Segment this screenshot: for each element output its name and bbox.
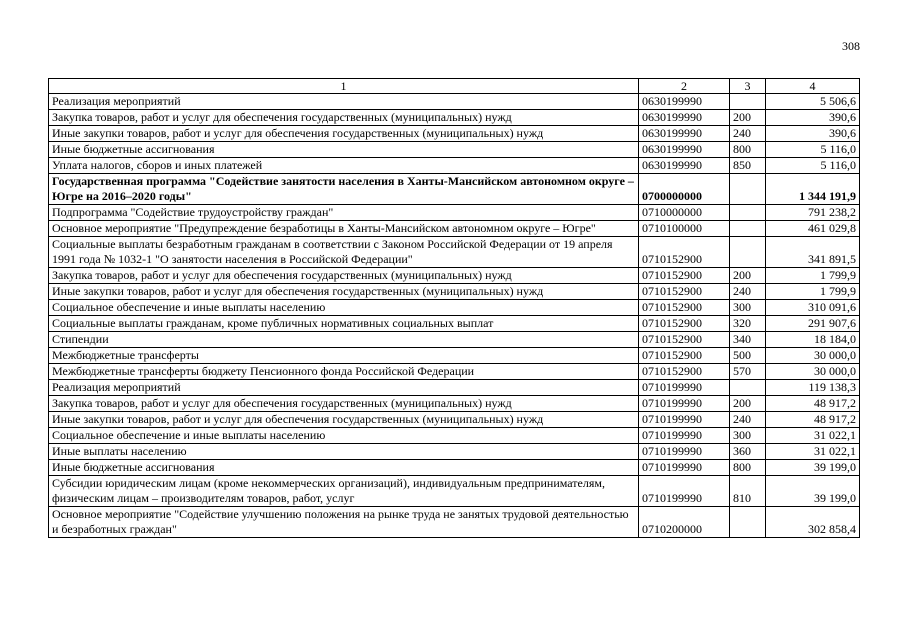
row-expense-type: 360: [730, 444, 766, 460]
row-name: Реализация мероприятий: [49, 94, 639, 110]
table-row: [49, 110, 860, 126]
row-target-code: 0710199990: [639, 476, 730, 507]
table-row: [49, 268, 860, 284]
row-target-code: 0630199990: [639, 158, 730, 174]
row-target-code: 0710199990: [639, 412, 730, 428]
table-row: [49, 158, 860, 174]
row-target-code: 0710199990: [639, 396, 730, 412]
row-name: Основное мероприятие "Содействие улучшению положения на рынке труда не занятых трудовой деятельностью и безработных граждан": [49, 507, 639, 538]
row-amount: 390,6: [766, 126, 860, 142]
row-name: Закупка товаров, работ и услуг для обеспечения государственных (муниципальных) нужд: [49, 396, 639, 412]
row-expense-type: 500: [730, 348, 766, 364]
row-name: Подпрограмма "Содействие трудоустройству граждан": [49, 205, 639, 221]
table-row: [49, 444, 860, 460]
row-name: Закупка товаров, работ и услуг для обеспечения государственных (муниципальных) нужд: [49, 268, 639, 284]
table-row: [49, 237, 860, 268]
row-target-code: 0710152900: [639, 268, 730, 284]
row-expense-type: [730, 380, 766, 396]
row-name: Субсидии юридическим лицам (кроме некоммерческих организаций), индивидуальным предпринимателям, физическим лицам – производителям товаров, работ, услуг: [49, 476, 639, 507]
row-expense-type: 340: [730, 332, 766, 348]
row-name: Социальное обеспечение и иные выплаты населению: [49, 300, 639, 316]
row-expense-type: 200: [730, 396, 766, 412]
table-row: [49, 205, 860, 221]
table-row: [49, 380, 860, 396]
row-expense-type: 810: [730, 476, 766, 507]
row-expense-type: 570: [730, 364, 766, 380]
row-expense-type: 800: [730, 460, 766, 476]
row-amount: 310 091,6: [766, 300, 860, 316]
row-amount: 30 000,0: [766, 348, 860, 364]
row-amount: 1 799,9: [766, 284, 860, 300]
table-row: [49, 284, 860, 300]
row-name: Иные закупки товаров, работ и услуг для обеспечения государственных (муниципальных) нужд: [49, 412, 639, 428]
table-row: [49, 428, 860, 444]
table-row: [49, 316, 860, 332]
row-amount: 30 000,0: [766, 364, 860, 380]
row-expense-type: [730, 174, 766, 205]
table-row: [49, 460, 860, 476]
row-expense-type: 800: [730, 142, 766, 158]
row-target-code: 0710152900: [639, 300, 730, 316]
row-amount: 291 907,6: [766, 316, 860, 332]
row-target-code: 0710152900: [639, 364, 730, 380]
row-name: Государственная программа "Содействие занятости населения в Ханты-Мансийском автономном округе – Югре на 2016–2020 годы": [49, 174, 639, 205]
row-amount: 39 199,0: [766, 460, 860, 476]
row-target-code: 0710199990: [639, 428, 730, 444]
row-name: Социальные выплаты безработным гражданам в соответствии с Законом Российской Федерации от 19 апреля 1991 года № 1032-1 "О занятости населения в Российской Федерации": [49, 237, 639, 268]
row-target-code: 0710200000: [639, 507, 730, 538]
row-name: Социальные выплаты гражданам, кроме публичных нормативных социальных выплат: [49, 316, 639, 332]
row-amount: 31 022,1: [766, 428, 860, 444]
row-name: Иные выплаты населению: [49, 444, 639, 460]
row-target-code: 0710199990: [639, 460, 730, 476]
row-amount: 48 917,2: [766, 412, 860, 428]
table-row: [49, 364, 860, 380]
row-name: Реализация мероприятий: [49, 380, 639, 396]
row-expense-type: 850: [730, 158, 766, 174]
row-target-code: 0700000000: [639, 174, 730, 205]
row-expense-type: 200: [730, 268, 766, 284]
row-expense-type: 300: [730, 300, 766, 316]
row-expense-type: 240: [730, 126, 766, 142]
table-row: [49, 412, 860, 428]
row-expense-type: [730, 507, 766, 538]
row-expense-type: 320: [730, 316, 766, 332]
row-expense-type: 300: [730, 428, 766, 444]
row-target-code: 0630199990: [639, 142, 730, 158]
row-expense-type: 240: [730, 412, 766, 428]
table-row: [49, 396, 860, 412]
row-amount: 302 858,4: [766, 507, 860, 538]
row-amount: 5 506,6: [766, 94, 860, 110]
table-row: [49, 476, 860, 507]
row-amount: 1 799,9: [766, 268, 860, 284]
budget-table: [48, 78, 860, 538]
row-amount: 1 344 191,9: [766, 174, 860, 205]
row-name: Основное мероприятие "Предупреждение безработицы в Ханты-Мансийском автономном округе – Югре": [49, 221, 639, 237]
table-row: [49, 507, 860, 538]
row-amount: 5 116,0: [766, 158, 860, 174]
row-expense-type: [730, 94, 766, 110]
row-amount: 31 022,1: [766, 444, 860, 460]
table-row: [49, 174, 860, 205]
row-name: Иные бюджетные ассигнования: [49, 460, 639, 476]
row-expense-type: 240: [730, 284, 766, 300]
row-name: Иные бюджетные ассигнования: [49, 142, 639, 158]
row-name: Межбюджетные трансферты бюджету Пенсионного фонда Российской Федерации: [49, 364, 639, 380]
row-target-code: 0630199990: [639, 110, 730, 126]
row-target-code: 0710100000: [639, 221, 730, 237]
row-target-code: 0710199990: [639, 444, 730, 460]
row-amount: 119 138,3: [766, 380, 860, 396]
header-col-1: 1: [49, 79, 639, 94]
row-name: Иные закупки товаров, работ и услуг для обеспечения государственных (муниципальных) нужд: [49, 284, 639, 300]
row-amount: 791 238,2: [766, 205, 860, 221]
row-name: Закупка товаров, работ и услуг для обеспечения государственных (муниципальных) нужд: [49, 110, 639, 126]
row-target-code: 0630199990: [639, 126, 730, 142]
row-name: Уплата налогов, сборов и иных платежей: [49, 158, 639, 174]
row-target-code: 0630199990: [639, 94, 730, 110]
row-expense-type: 200: [730, 110, 766, 126]
row-expense-type: [730, 221, 766, 237]
row-amount: 39 199,0: [766, 476, 860, 507]
row-amount: 18 184,0: [766, 332, 860, 348]
row-target-code: 0710152900: [639, 284, 730, 300]
row-name: Иные закупки товаров, работ и услуг для обеспечения государственных (муниципальных) нужд: [49, 126, 639, 142]
header-col-2: 2: [639, 79, 730, 94]
row-target-code: 0710199990: [639, 380, 730, 396]
page-number: 308: [842, 39, 860, 53]
table-row: [49, 348, 860, 364]
row-target-code: 0710152900: [639, 332, 730, 348]
header-col-4: 4: [766, 79, 860, 94]
table-header-row: [49, 79, 860, 94]
table-row: [49, 221, 860, 237]
table-row: [49, 332, 860, 348]
row-expense-type: [730, 205, 766, 221]
row-target-code: 0710152900: [639, 348, 730, 364]
row-expense-type: [730, 237, 766, 268]
row-name: Межбюджетные трансферты: [49, 348, 639, 364]
row-target-code: 0710000000: [639, 205, 730, 221]
header-col-3: 3: [730, 79, 766, 94]
table-row: [49, 94, 860, 110]
row-amount: 461 029,8: [766, 221, 860, 237]
table-row: [49, 142, 860, 158]
row-amount: 390,6: [766, 110, 860, 126]
table-row: [49, 300, 860, 316]
row-amount: 5 116,0: [766, 142, 860, 158]
row-name: Стипендии: [49, 332, 639, 348]
row-amount: 48 917,2: [766, 396, 860, 412]
table-row: [49, 126, 860, 142]
row-amount: 341 891,5: [766, 237, 860, 268]
row-name: Социальное обеспечение и иные выплаты населению: [49, 428, 639, 444]
row-target-code: 0710152900: [639, 316, 730, 332]
row-target-code: 0710152900: [639, 237, 730, 268]
